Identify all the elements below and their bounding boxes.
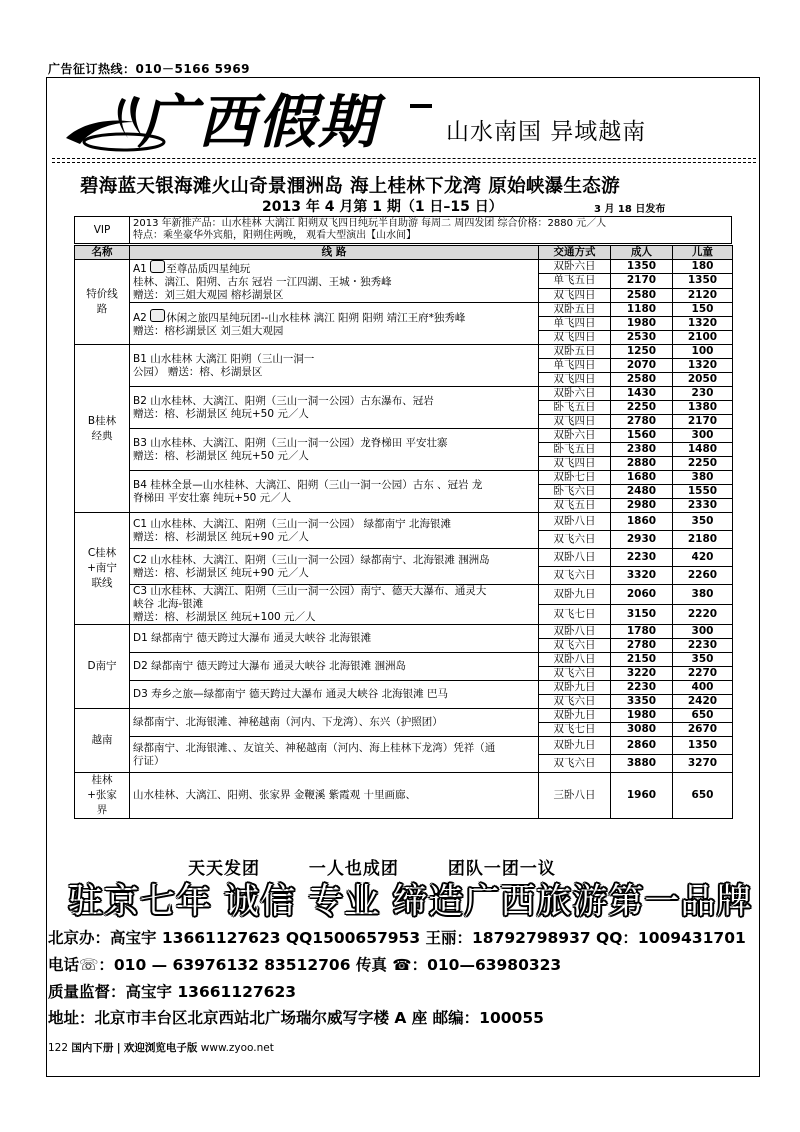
child-price-cell: 650 [673,709,733,723]
vip-label: VIP [75,217,130,244]
child-price-cell: 650 [673,773,733,819]
table-row [75,737,733,755]
transport-cell: 双卧九日 [539,585,611,605]
adult-price-cell: 1960 [611,773,673,819]
child-price-cell: 350 [673,513,733,531]
child-price-cell: 1320 [673,317,733,331]
ad-hotline: 广告征订热线：010－5166 5969 [48,62,251,76]
route-line [133,632,535,645]
category-cell: 特价线路 [75,260,130,345]
contact-phone-fax: 电话☏：010 — 63976132 83512706 传真 ☎：010—63980323 [48,956,562,974]
child-price-cell: 1350 [673,274,733,288]
vip-line: 特点：乘坐豪华外宾船，阳朔住两晚， 观看大型演出【山水间】 [133,230,417,241]
route-line [133,366,535,379]
header-child: 儿童 [673,246,733,260]
page-number: 122 [48,1042,69,1054]
route-text: 赠送：榕、杉湖景区 纯玩+90 元／人 [133,566,309,579]
vip-table [74,216,732,244]
route-text: 山水桂林、大漓江、阳朔、张家界 金鞭溪 紫霞观 十里画廊、 [133,789,417,801]
adult-price-cell: 2780 [611,639,673,653]
brand-subtitle: 山水南国 异域越南 [446,119,647,145]
route-id: A2 [133,312,147,324]
child-price-cell: 2180 [673,531,733,549]
route-text: 绿都南宁、北海银滩、神秘越南（河内、下龙湾）、东兴（护照团） [133,716,443,728]
route-line [133,408,535,421]
route-line [133,567,535,580]
route-text: 桂林、漓江、阳朔、古东 冠岩 一江四湖、王城・独秀峰 [133,276,392,288]
transport-cell: 卧飞五日 [539,443,611,457]
adult-price-cell: 3320 [611,567,673,585]
route-text: 至尊品质四星纯玩 [166,263,251,275]
transport-cell: 双飞四日 [539,288,611,302]
route-text: 赠送：刘三姐大观园 榕杉湖景区 [133,289,284,301]
table-row [75,709,733,723]
adult-price-cell: 2250 [611,401,673,415]
table-row [75,773,733,819]
child-price-cell: 100 [673,345,733,359]
child-price-cell: 1380 [673,401,733,415]
transport-cell: 双飞六日 [539,667,611,681]
transport-cell: 双卧六日 [539,260,611,274]
transport-cell: 双飞六日 [539,755,611,773]
adult-price-cell: 3350 [611,695,673,709]
child-price-cell: 3270 [673,755,733,773]
header-transport: 交通方式 [539,246,611,260]
route-text: 绿都南宁、北海银滩、、友谊关、神秘越南（河内、海上桂林下龙湾）凭祥（通 [133,741,496,754]
table-row [75,429,733,443]
route-cell [130,387,539,429]
transport-cell: 卧飞五日 [539,401,611,415]
route-line [133,492,535,505]
table-row [75,303,733,317]
route-line [133,585,535,598]
adult-price-cell: 1680 [611,471,673,485]
route-line [133,531,535,544]
transport-cell: 双卧九日 [539,737,611,755]
thumbs-up-icon [150,309,165,322]
route-line [133,353,535,366]
separator-line [52,162,756,163]
route-text: B3 山水桂林、大漓江、阳朔（三山一洞一公园）龙脊梯田 平安壮寨 [133,436,448,449]
table-row [75,681,733,695]
adult-price-cell: 2580 [611,373,673,387]
route-line [133,325,535,338]
route-cell [130,549,539,585]
route-text: C2 山水桂林、大漓江、阳朔（三山一洞一公园）绿都南宁、北海银滩 涠洲岛 [133,553,490,566]
transport-cell: 双飞七日 [539,723,611,737]
route-text: 行证） [133,754,165,767]
transport-cell: 双卧七日 [539,471,611,485]
child-price-cell: 2420 [673,695,733,709]
transport-cell: 双卧八日 [539,625,611,639]
child-price-cell: 1480 [673,443,733,457]
route-id: A1 [133,263,147,275]
child-price-cell: 380 [673,585,733,605]
route-line [133,289,535,302]
transport-cell: 双卧九日 [539,709,611,723]
transport-cell: 双卧八日 [539,513,611,531]
route-text: 赠送：榕、杉湖景区 纯玩+50 元／人 [133,407,309,420]
route-line [133,755,535,768]
separator-line [52,158,756,159]
child-price-cell: 350 [673,653,733,667]
route-line [133,716,535,729]
route-cell [130,625,539,653]
child-price-cell: 230 [673,387,733,401]
brand-name: 广西假期 [138,88,379,156]
issue-note: 3 月 18 日发布 [594,204,666,215]
transport-cell: 单飞五日 [539,274,611,288]
table-row [75,387,733,401]
table-row [75,585,733,605]
contact-beijing-office: 北京办：高宝宇 13661127623 QQ1500657953 王丽：18792798937 QQ：1009431701 [48,929,746,947]
child-price-cell: 180 [673,260,733,274]
header-adult: 成人 [611,246,673,260]
route-line [133,437,535,450]
route-text: B4 桂林全景—山水桂林、大漓江、阳朔（三山一洞一公园）古东 、冠岩 龙 [133,478,483,491]
child-price-cell: 1550 [673,485,733,499]
route-line [133,309,535,325]
footer-url: www.zyoo.net [200,1042,274,1054]
transport-cell: 双飞六日 [539,567,611,585]
adult-price-cell: 2530 [611,331,673,345]
table-row [75,625,733,639]
transport-cell: 双卧六日 [539,387,611,401]
route-cell [130,345,539,387]
issue-title: 2013 年 4 月第 1 期（1 日–15 日） [262,199,503,215]
adult-price-cell: 1980 [611,317,673,331]
transport-cell: 双飞六日 [539,639,611,653]
transport-cell: 双飞六日 [539,531,611,549]
route-text: C3 山水桂林、大漓江、阳朔（三山一洞一公园）南宁、德天大瀑布、通灵大 [133,585,487,597]
table-row [75,653,733,667]
transport-cell: 双卧五日 [539,303,611,317]
route-line [133,742,535,755]
route-line [133,688,535,701]
child-price-cell: 1320 [673,359,733,373]
route-text: 赠送：榕杉湖景区 刘三姐大观园 [133,325,284,337]
route-text: 赠送：榕、杉湖景区 纯玩+90 元／人 [133,530,309,543]
route-line [133,660,535,673]
route-line [133,276,535,289]
child-price-cell: 2220 [673,605,733,625]
route-line [133,395,535,408]
table-row [75,513,733,531]
adult-price-cell: 3080 [611,723,673,737]
category-cell: 桂林+张家界 [75,773,130,819]
route-cell [130,471,539,513]
route-cell [130,773,539,819]
adult-price-cell: 3150 [611,605,673,625]
child-price-cell: 2230 [673,639,733,653]
contact-quality-supervision: 质量监督：高宝宇 13661127623 [48,983,297,1001]
adult-price-cell: 2060 [611,585,673,605]
adult-price-cell: 3880 [611,755,673,773]
transport-cell: 双飞七日 [539,605,611,625]
transport-cell: 双飞四日 [539,457,611,471]
transport-cell: 双卧五日 [539,345,611,359]
child-price-cell: 2120 [673,288,733,302]
category-cell: C桂林+南宁联线 [75,513,130,625]
table-row [75,260,733,274]
child-price-cell: 2250 [673,457,733,471]
table-row [75,345,733,359]
headline: 碧海蓝天银海滩火山奇景涠洲岛 海上桂林下龙湾 原始峡瀑生态游 [80,176,620,197]
route-cell [130,681,539,709]
route-line [133,260,535,276]
route-cell [130,737,539,773]
child-price-cell: 300 [673,429,733,443]
child-price-cell: 150 [673,303,733,317]
child-price-cell: 2670 [673,723,733,737]
child-price-cell: 2050 [673,373,733,387]
transport-cell: 双卧八日 [539,549,611,567]
child-price-cell: 2330 [673,499,733,513]
route-text: B1 山水桂林 大漓江 阳朔（三山一洞一 [133,352,315,365]
child-price-cell: 2170 [673,415,733,429]
route-text: 赠送：榕、杉湖景区 纯玩+50 元／人 [133,449,309,462]
route-cell [130,709,539,737]
adult-price-cell: 2170 [611,274,673,288]
adult-price-cell: 2860 [611,737,673,755]
adult-price-cell: 1350 [611,260,673,274]
child-price-cell: 380 [673,471,733,485]
slogan: 驻京七年 诚信 专业 缔造广西旅游第一品牌 [68,882,753,922]
transport-cell: 双飞四日 [539,415,611,429]
route-line [133,554,535,567]
child-price-cell: 1350 [673,737,733,755]
footer-section: 国内下册 [71,1042,114,1054]
thumbs-up-icon [150,260,165,273]
route-cell [130,429,539,471]
transport-cell: 双飞四日 [539,373,611,387]
transport-cell: 三卧八日 [539,773,611,819]
adult-price-cell: 1430 [611,387,673,401]
category-cell: B桂林经典 [75,345,130,513]
adult-price-cell: 2480 [611,485,673,499]
route-text: B2 山水桂林、大漓江、阳朔（三山一洞一公园）古东瀑布、冠岩 [133,394,434,407]
footer-divider: | [116,1042,121,1054]
route-cell [130,260,539,303]
motto-item: 一人也成团 [308,859,399,879]
adult-price-cell: 2930 [611,531,673,549]
child-price-cell: 300 [673,625,733,639]
header-name: 名称 [75,246,130,260]
category-cell: 越南 [75,709,130,773]
route-text: 休闲之旅四星纯玩团--山水桂林 漓江 阳朔 阳朔 靖江王府*独秀峰 [166,312,466,324]
adult-price-cell: 1860 [611,513,673,531]
adult-price-cell: 1780 [611,625,673,639]
route-line [133,450,535,463]
vip-line: 2013 年新推产品：山水桂林 大漓江 阳朔双飞四日纯玩半自助游 每周二 周四发团 综合价格：2880 元／人 [133,218,607,229]
transport-cell: 单飞四日 [539,317,611,331]
adult-price-cell: 2230 [611,681,673,695]
child-price-cell: 420 [673,549,733,567]
adult-price-cell: 2780 [611,415,673,429]
adult-price-cell: 1560 [611,429,673,443]
adult-price-cell: 2230 [611,549,673,567]
motto-item: 团队一团一议 [447,859,556,879]
adult-price-cell: 1980 [611,709,673,723]
transport-cell: 双卧八日 [539,653,611,667]
child-price-cell: 400 [673,681,733,695]
route-text: D1 绿都南宁 德天跨过大瀑布 通灵大峡谷 北海银滩 [133,632,372,644]
route-text: 峡谷 北海-银滩 [133,598,204,610]
header-route: 线 路 [130,246,539,260]
adult-price-cell: 2150 [611,653,673,667]
transport-cell: 卧飞六日 [539,485,611,499]
table-row [75,549,733,567]
transport-cell: 双飞四日 [539,331,611,345]
table-row [75,471,733,485]
adult-price-cell: 1250 [611,345,673,359]
route-text: 赠送：榕、杉湖景区 纯玩+100 元／人 [133,611,316,623]
adult-price-cell: 1180 [611,303,673,317]
transport-cell: 双飞六日 [539,695,611,709]
routes-table [74,245,733,819]
route-text: D2 绿都南宁 德天跨过大瀑布 通灵大峡谷 北海银滩 涠洲岛 [133,660,406,672]
route-text: 脊梯田 平安壮寨 纯玩+50 元／人 [133,491,292,504]
child-price-cell: 2270 [673,667,733,681]
child-price-cell: 2100 [673,331,733,345]
route-cell [130,513,539,549]
adult-price-cell: 2380 [611,443,673,457]
adult-price-cell: 2580 [611,288,673,302]
transport-cell: 双飞五日 [539,499,611,513]
adult-price-cell: 3220 [611,667,673,681]
adult-price-cell: 2880 [611,457,673,471]
route-line [133,518,535,531]
route-cell [130,585,539,625]
route-text: C1 山水桂林、大漓江、阳朔（三山一洞一公园） 绿都南宁 北海银滩 [133,517,452,530]
motto-line [188,854,598,879]
contact-address: 地址：北京市丰台区北京西站北广场瑞尔威写字楼 A 座 邮编：100055 [48,1009,544,1027]
transport-cell: 单飞四日 [539,359,611,373]
route-line [133,789,535,802]
transport-cell: 双卧九日 [539,681,611,695]
transport-cell: 双卧六日 [539,429,611,443]
motto-item: 天天发团 [188,859,260,879]
category-cell: D南宁 [75,625,130,709]
route-text: 公园） 赠送：榕、杉湖景区 [133,365,263,378]
footer-text: 欢迎浏览电子版 [123,1042,198,1054]
route-cell [130,653,539,681]
vip-info [130,217,732,244]
page-footer [48,1040,274,1055]
route-cell [130,303,539,345]
route-line [133,598,535,611]
route-text: D3 寿乡之旅—绿都南宁 德天跨过大瀑布 通灵大峡谷 北海银滩 巴马 [133,688,448,700]
brand-dash [410,104,432,108]
route-line [133,611,535,624]
child-price-cell: 2260 [673,567,733,585]
adult-price-cell: 2980 [611,499,673,513]
adult-price-cell: 2070 [611,359,673,373]
route-line [133,479,535,492]
